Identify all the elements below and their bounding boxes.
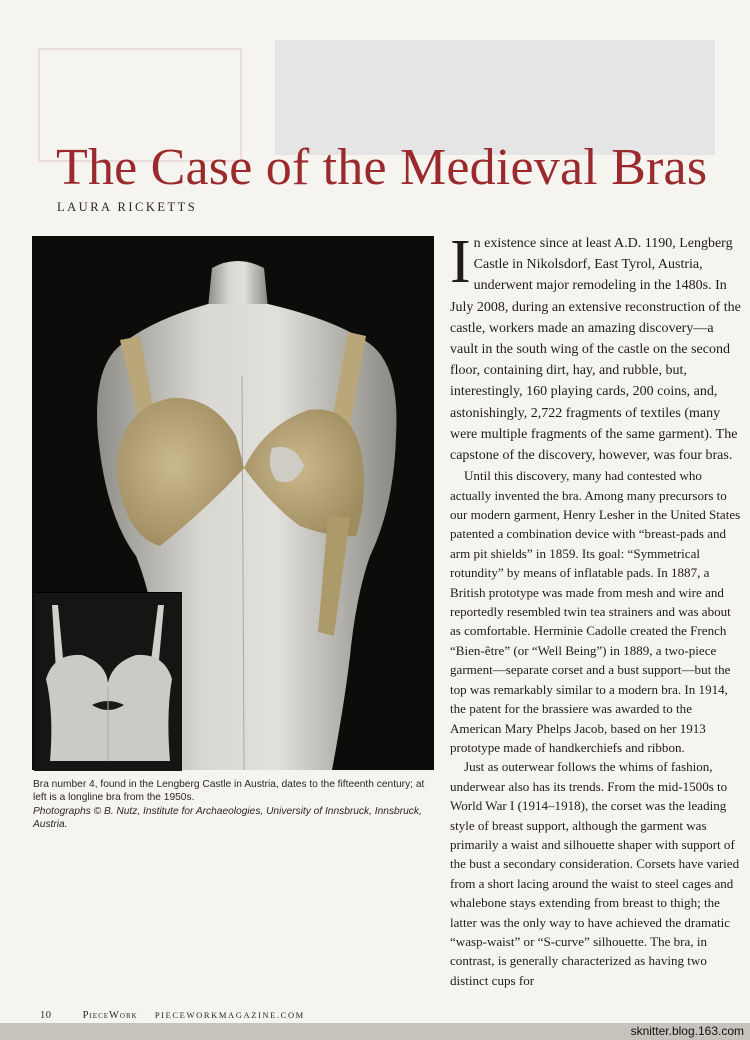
paragraph-3: Just as outerwear follows the whims of fashion, underwear also has its trends. From the mid-1500s to World War I (1914–1918), the corset was the leading style of breast support, although the garment was primarily a waist and silhouette shaper with support of the bust a secondary consideration. Corsets have varied from a short lacing around the waist to steel cages and whalebone stays extending from breast to thigh; the latter was the only way to have achieved the dramatic “wasp-waist” or “S-curve” silhouette. The bra, in contrast, is generally characterized as having two distinct cups for xyxy=(450,759,740,988)
publication-name: PieceWork xyxy=(82,1010,138,1021)
page-number: 10 xyxy=(40,1010,52,1021)
paragraph-1 xyxy=(450,228,742,466)
article-title: The Case of the Medieval Bras xyxy=(56,139,708,196)
article-body xyxy=(450,228,742,990)
longline-bra-illustration xyxy=(34,593,182,771)
photo-caption xyxy=(33,778,433,831)
page-footer xyxy=(40,1010,305,1021)
paragraph-1-text: n existence since at least A.D. 1190, Lengberg Castle in Nikolsdorf, East Tyrol, Austria, underwent major remodeling in the 1480s. In July 2008, during an extensive reconstruction of the castle, workers made an amazing discovery—a vault in the south wing of the castle on the second floor, containing dirt, hay, and rubble, but, interestingly, 160 playing cards, 200 coins, and, astonishingly, 2,722 fragments of textiles (many were multiple fragments of the same garment). The capstone of the discovery, however, was four bras. xyxy=(450,236,741,464)
inset-photo xyxy=(34,592,182,771)
watermark-bar xyxy=(0,1023,750,1040)
photo-credit: Photographs © B. Nutz, Institute for Archaeologies, University of Innsbruck, Innsbruck, Austria. xyxy=(33,805,422,830)
publication-url: PIECEWORKMAGAZINE.COM xyxy=(154,1010,305,1020)
drop-cap: I xyxy=(450,228,471,296)
caption-text: Bra number 4, found in the Lengberg Castle in Austria, dates to the fifteenth century; at left is a longline bra from the 1950s. xyxy=(33,779,425,804)
paragraph-2: Until this discovery, many had contested who actually invented the bra. Among many precursors to our modern garment, Henry Lesher in the United States patented a combination device with “breast-pads and arm pit shields” in 1859. Its goal: “Symmetrical rotundity” by means of inflatable pads. In 1887, a British prototype was made from mesh and wire and reportedly resembled twin tea strainers and was about as comfortable. Herminie Cadolle created the French “Bien-être” (or “Well Being”) in 1889, a two-piece garment—separate corset and a bust support—but the top was remarkably similar to a modern bra. In 1914, the patent for the brassiere was awarded to the American Mary Phelps Jacob, based on her 1913 prototype made of handkerchiefs and ribbon. xyxy=(450,468,741,755)
watermark-text: sknitter.blog.163.com xyxy=(630,1024,744,1038)
author-byline: LAURA RICKETTS xyxy=(57,200,198,214)
